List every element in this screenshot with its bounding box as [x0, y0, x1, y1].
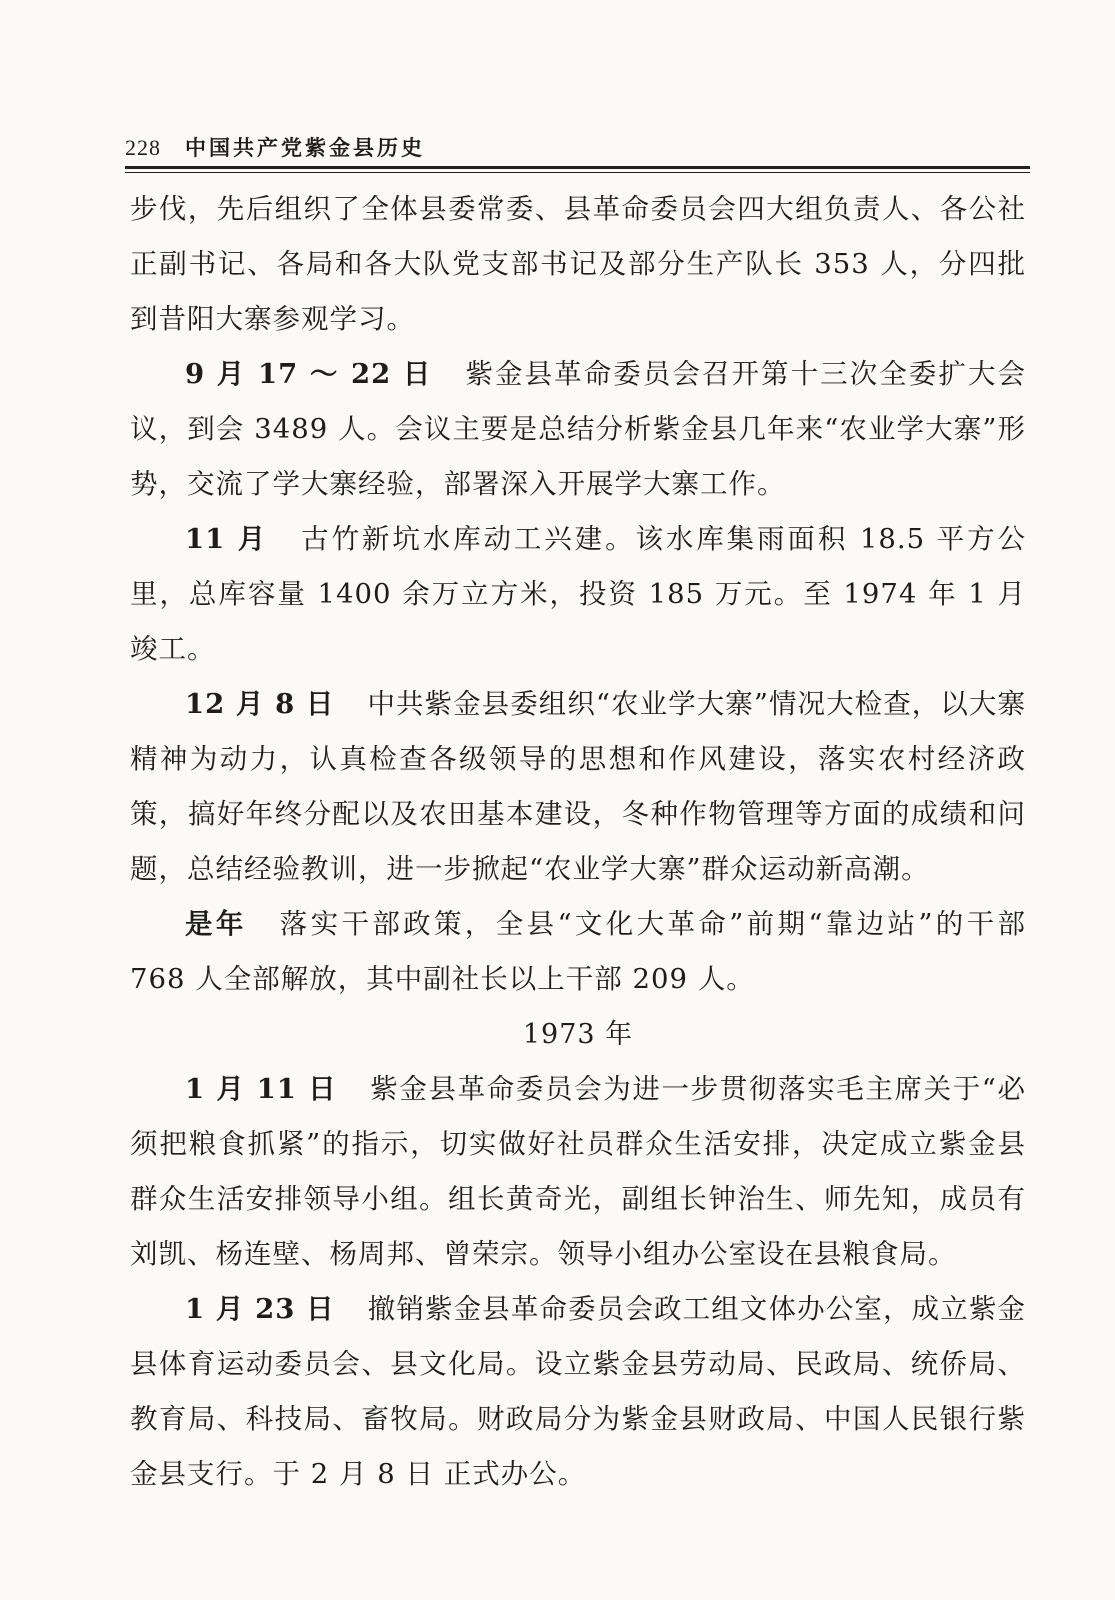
entry-date: 9 月 17 ～ 22 日	[185, 358, 433, 390]
entry-text: 紫金县革命委员会为进一步贯彻落实毛主席关于“必须把粮食抓紧”的指示，切实做好社员群众生活安排，决定成立紫金县群众生活安排领导小组。组长黄奇光，副组长钟治生、师先知，成员有刘凯、杨连壁、杨周邦、曾荣宗。领导小组办公室设在县粮食局。	[130, 1073, 1026, 1270]
entry-text: 古竹新坑水库动工兴建。该水库集雨面积 18.5 平方公里，总库容量 1400 余万立方米，投资 185 万元。至 1974 年 1 月竣工。	[130, 523, 1027, 665]
entry-date: 1 月 23 日	[185, 1293, 335, 1325]
page-body	[130, 182, 1026, 1502]
entry-text: 撤销紫金县革命委员会政工组文体办公室，成立紫金县体育运动委员会、县文化局。设立紫金县劳动局、民政局、统侨局、教育局、科技局、畜牧局。财政局分为紫金县财政局、中国人民银行紫金县支行。于 2 月 8 日 正式办公。	[130, 1293, 1026, 1490]
book-title: 中国共产党紫金县历史	[185, 135, 425, 160]
entry-text: 中共紫金县委组织“农业学大寨”情况大检查，以大寨精神为动力，认真检查各级领导的思想和作风建设，落实农村经济政策，搞好年终分配以及农田基本建设，冬种作物管理等方面的成绩和问题，总结经验教训，进一步掀起“农业学大寨”群众运动新高潮。	[130, 688, 1026, 885]
entry-date: 12 月 8 日	[185, 688, 335, 720]
entry-date: 11 月	[185, 523, 269, 555]
entry-paragraph	[130, 1282, 1026, 1502]
entry-date: 是年	[185, 908, 247, 940]
page-number: 228	[125, 135, 161, 160]
entry-paragraph	[130, 512, 1026, 677]
entry-date: 1 月 11 日	[185, 1073, 338, 1105]
entry-paragraph	[130, 347, 1026, 512]
header-rule-thick	[125, 166, 1030, 169]
entry-paragraph	[130, 1062, 1026, 1282]
entry-text: 紫金县革命委员会召开第十三次全委扩大会议，到会 3489 人。会议主要是总结分析紫金县几年来“农业学大寨”形势，交流了学大寨经验，部署深入开展学大寨工作。	[130, 358, 1027, 500]
header-rule-thin	[125, 172, 1030, 173]
entry-paragraph	[130, 897, 1026, 1007]
entry-text: 落实干部政策，全县“文化大革命”前期“靠边站”的干部 768 人全部解放，其中副社长以上干部 209 人。	[130, 908, 1027, 995]
continuation-paragraph: 步伐，先后组织了全体县委常委、县革命委员会四大组负责人、各公社正副书记、各局和各大队党支部书记及部分生产队长 353 人，分四批到昔阳大寨参观学习。	[130, 193, 1026, 335]
year-heading: 1973 年	[522, 1019, 634, 1050]
running-header	[125, 132, 1030, 164]
entry-paragraph	[130, 677, 1026, 897]
